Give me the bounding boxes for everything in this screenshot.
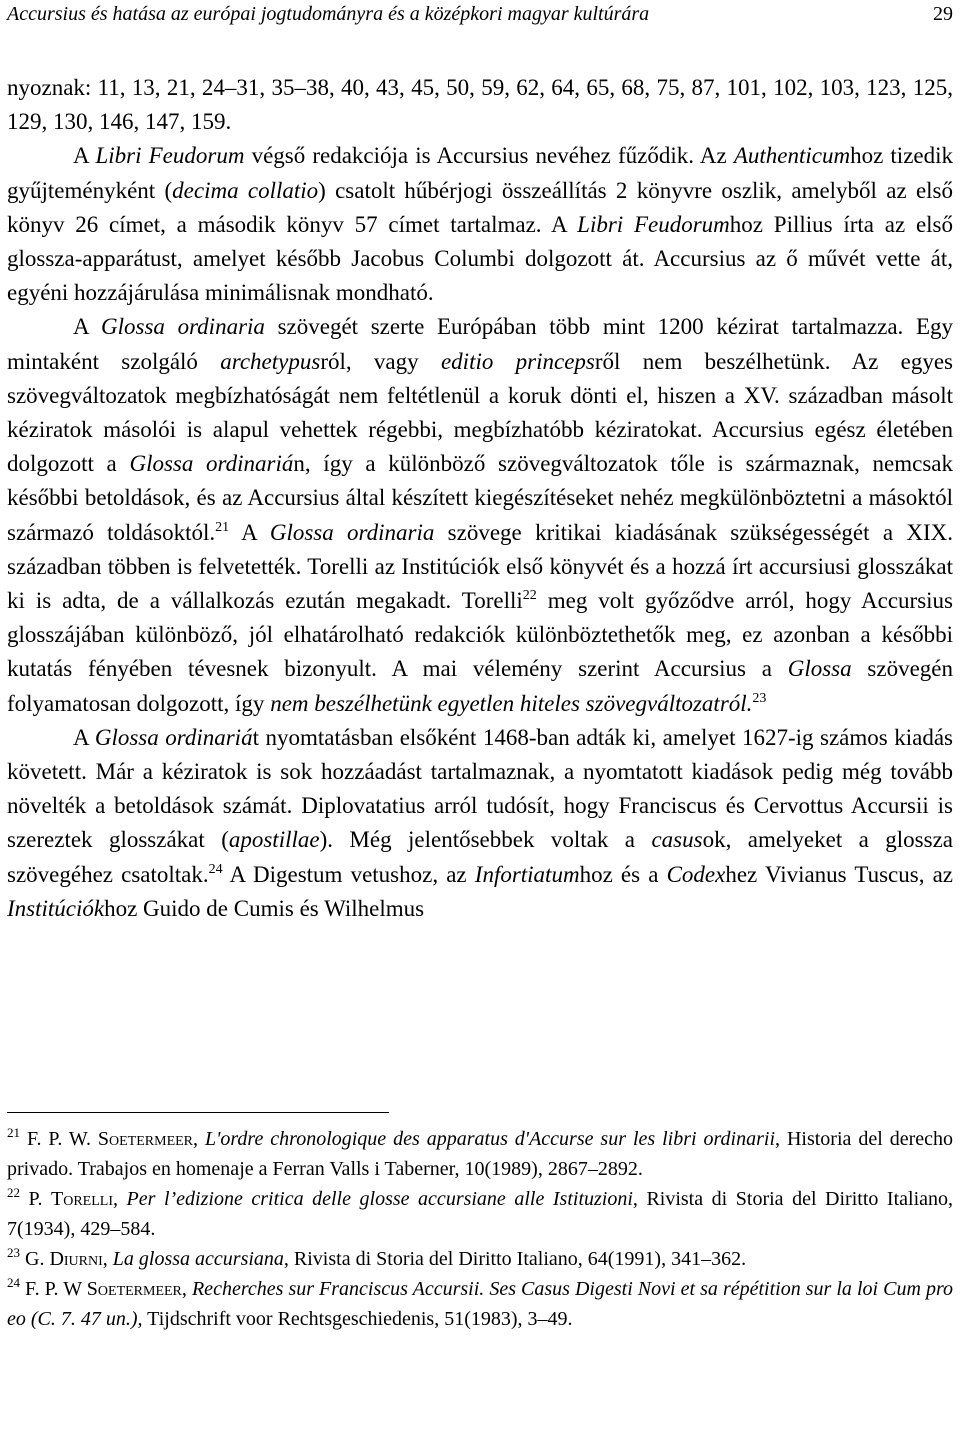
footnote-ref: 24 (7, 1275, 20, 1290)
author-name: Diurni (49, 1248, 103, 1270)
text-run: A Digestum vetushoz, az (222, 861, 475, 887)
italic-text: Recherches sur Franciscus Accursii. Ses Casus Digesti Novi et sa répétition sur la loi Cum pro eo (C. 7. 47 un.), (7, 1278, 954, 1330)
text-run: Tijdschrift voor Rechtsgeschiedenis, 51(1983), 3–49. (142, 1308, 573, 1330)
author-name: Torelli (51, 1188, 113, 1210)
footnotes (7, 1124, 953, 1334)
paragraph (7, 310, 953, 720)
paragraph (7, 721, 953, 926)
text-run: végső redakciója is Accursius nevéhez fűződik. Az (244, 143, 734, 169)
italic-text: Infortiatum (474, 861, 580, 887)
text-run: , (112, 1188, 127, 1210)
text-run: nyoznak: 11, 13, 21, 24–31, 35–38, 40, 43, 45, 50, 59, 62, 64, 65, 68, 75, 87, 101, 102, 103, 123, 125, 129, 130, 146, 147, 159. (7, 75, 953, 135)
footnote (7, 1124, 953, 1184)
italic-text: casus (651, 827, 703, 853)
text-run: hoz Pillius írta az első glossza-apparátust, amelyet később Jacobus Columbi dolgozott át. Accursius az ő művét vette át, egyéni hozzájárulása minimálisnak mondható. (7, 211, 954, 306)
paragraph (7, 139, 953, 310)
text-run: ). Még jelentősebbek voltak a (319, 827, 652, 853)
italic-text: L'ordre chronologique des apparatus d'Accurse sur les libri ordinarii (204, 1128, 775, 1150)
footnote-ref: 22 (522, 588, 537, 604)
footnote-ref: 21 (215, 519, 230, 535)
text-run: ) csatolt hűbérjogi összeállítás 2 könyvre oszlik, amelyből az első könyv 26 címet, a második könyv 57 címet tartalmaz. A (7, 177, 954, 237)
author-name: Soetermeer (97, 1128, 194, 1150)
text-run: szövege kritikai kiadásának szükségességét a XIX. században többen is felvetették. Torelli az Institúciók első könyvét és a hozzá írt accursiusi glosszákat ki is adta, de a vállalkozás ezután megakadt. Torelli (7, 519, 953, 614)
italic-text: decima collatio (172, 177, 319, 203)
italic-text: Institúciók (7, 895, 105, 921)
text-run: A (73, 724, 95, 750)
italic-text: La glossa accursiana (112, 1248, 284, 1270)
text-run: , (193, 1128, 205, 1150)
italic-text: Authenticum (733, 143, 851, 169)
footnote-ref: 21 (7, 1125, 20, 1140)
italic-text: Libri Feudorum (577, 211, 730, 237)
text-run: , (181, 1278, 192, 1300)
text-run: t nyomtatásban elsőként 1468-ban adták ki, amelyet 1627-ig számos kiadás követett. Már a kéziratok is sok hozzáadást tartalmaznak, a nyomtatott kiadások pedig még tovább növelték a betoldások számát. Diplovatatius arról tudósít, hogy Franciscus és Cervottus Accursii is szereztek glosszákat ( (7, 724, 953, 853)
footnote-separator (7, 1112, 389, 1113)
text-run: A (229, 519, 270, 545)
footnote (7, 1184, 953, 1244)
author-name: Soetermeer (86, 1278, 182, 1300)
text-run: , (102, 1248, 113, 1270)
text-run: A (73, 143, 96, 169)
text-run: F. P. W (20, 1278, 87, 1300)
text-run: hez Vivianus Tuscus, az (725, 861, 954, 887)
italic-text: Glossa ordinaria (101, 314, 265, 340)
footnote-ref: 23 (7, 1245, 20, 1260)
italic-text: apostillae (228, 827, 320, 853)
text-run: ről nem beszélhetünk. Az egyes szövegváltozatok megbízhatóságát nem feltétlenül a koruk dönti el, hiszen a XV. században másolt kéziratok másolói is alapul vehettek régebbi, megbízhatóbb kéziratokat. Accursius egész életében dolgozott a (7, 348, 953, 477)
text-run: ok, amelyeket a glossza szövegéhez csatoltak. (7, 827, 953, 887)
italic-text: Libri Feudorum (95, 143, 245, 169)
italic-text: archetypus (220, 348, 321, 374)
text-run: szövegén folyamatosan dolgozott, így (7, 656, 954, 716)
text-run: , Rivista di Storia del Diritto Italiano, 64(1991), 341–362. (283, 1248, 747, 1270)
text-run: G. (20, 1248, 50, 1270)
page-number: 29 (933, 3, 953, 25)
footnote-ref: 23 (752, 690, 767, 706)
text-run: ról, vagy (320, 348, 441, 374)
footnote-ref: 22 (7, 1185, 20, 1200)
text-run: szövegét szerte Európában több mint 1200 kézirat tartalmazza. Egy mintaként szolgáló (7, 314, 954, 374)
text-run: n, így a különböző szövegváltozatok tőle is származnak, nemcsak későbbi betoldások, és az Accursius által készített kiegészítéseket nehéz megkülönböztetni a másoktól származó toldásoktól. (7, 451, 954, 545)
italic-text: Per l’edizione critica delle glosse accursiane alle Istituzioni (126, 1188, 633, 1210)
text-run: hoz Guido de Cumis és Wilhelmus (104, 895, 425, 921)
text-run: meg volt győződve arról, hogy Accursius glosszájában különböző, jól elhatárolható redakciók különböztethetők meg, ez azonban a későbbi kutatás fényében tévesnek bizonyult. A mai vélemény szerint Accursius a (7, 588, 954, 682)
paragraph (7, 71, 953, 139)
italic-text: Glossa ordinaria (269, 519, 435, 545)
text-run: , Historia del derecho privado. Trabajos en homenaje a Ferran Valls i Taberner, 10(1989), 2867–2892. (7, 1128, 953, 1180)
footnote (7, 1244, 953, 1274)
running-title: Accursius és hatása az európai jogtudományra és a középkori magyar kultúrára (7, 3, 650, 25)
italic-text: Glossa ordinariá (94, 724, 253, 750)
body-text (7, 71, 953, 926)
footnote (7, 1274, 953, 1334)
text-run: F. P. W. (20, 1128, 98, 1150)
italic-text: editio princeps (440, 348, 595, 374)
text-run: P. (20, 1188, 51, 1210)
italic-text: Glossa ordinariá (129, 451, 294, 477)
italic-text: nem beszélhetünk egyetlen hiteles szövegváltozatról. (270, 690, 753, 716)
footnote-ref: 24 (208, 861, 223, 877)
italic-text: Glossa (787, 656, 852, 682)
text-run: hoz és a (579, 861, 667, 887)
text-run: , Rivista di Storia del Diritto Italiano, 7(1934), 429–584. (7, 1188, 954, 1240)
text-run: hoz tizedik gyűjteményként ( (7, 143, 954, 203)
running-header (7, 3, 953, 33)
italic-text: Codex (666, 861, 726, 887)
text-run: A (73, 314, 102, 340)
